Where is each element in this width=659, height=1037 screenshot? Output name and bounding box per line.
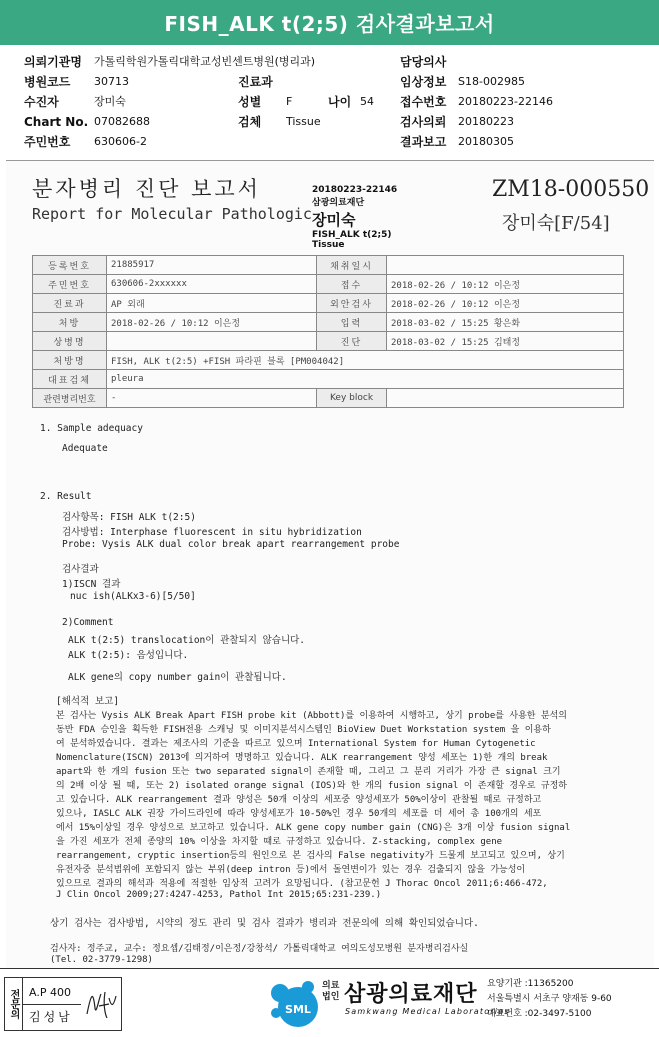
scanned-report <box>6 160 654 970</box>
val-receive: 2018-02-26 / 10:12 이은정 <box>387 275 624 294</box>
key-diagnosis: 진단 <box>317 332 387 351</box>
interp-line-1: 본 검사는 Vysis ALK Break Apart FISH probe kit (Abbott)를 이용하여 시행하고, 상기 probe를 사용한 분석의 <box>56 711 567 721</box>
label-specimen: 검체 <box>238 115 262 129</box>
iscn-heading: 1)ISCN 결과 <box>62 579 121 590</box>
sticker-name: 장미숙 <box>312 211 356 229</box>
key-outside: 외안검사 <box>317 294 387 313</box>
label-rrn: 주민번호 <box>24 135 71 149</box>
report-title-korean: 분자병리 진단 보고서 <box>32 177 261 201</box>
specialist-label: 전문의 <box>5 978 23 1030</box>
interp-line-13: 있으므로 결과의 해석과 적용에 적절한 임상적 고려가 요망됩니다. (참고문헌 J Thorac Oncol 2011;6:466-472, <box>56 879 548 889</box>
foundation-type-2: 법인 <box>322 992 340 1002</box>
label-institution: 의뢰기관명 <box>24 55 82 69</box>
section-sample-adequacy: 1. Sample adequacy <box>40 423 143 434</box>
val-disease <box>107 332 317 351</box>
interp-line-4: Nomenclature(ISCN) 2013에 의거하여 명명하고 있습니다. ALK rearrangement 양성 세포는 1)한 개의 break <box>56 753 548 763</box>
value-sex: F <box>286 95 293 108</box>
test-method: 검사방법: Interphase fluorescent in situ hybridization <box>62 527 362 538</box>
sticker-foundation: 삼광의료재단 <box>312 198 365 208</box>
label-department: 진료과 <box>238 75 273 89</box>
foundation-english-name: Samkwang Medical Laboratories <box>345 1007 510 1016</box>
key-related: 관련병리번호 <box>33 389 107 408</box>
key-dept: 진료과 <box>33 294 107 313</box>
val-order: FISH, ALK t(2:5) +FISH 파라핀 블록 [PM004042] <box>107 351 624 370</box>
iscn-value: nuc ish(ALKx3-6)[5/50] <box>70 591 196 602</box>
label-clinical-info: 임상정보 <box>400 75 447 89</box>
foundation-type <box>322 981 339 1003</box>
label-report-date: 결과보고 <box>400 135 447 149</box>
label-chart-no: Chart No. <box>24 115 89 129</box>
interp-line-2: 동반 FDA 승인을 획득한 FISH전용 스캐닝 및 이미지분석시스템인 BioView Duet Workstation system 을 이용하 <box>56 725 551 735</box>
val-block <box>387 389 624 408</box>
header-row-1 <box>0 52 659 72</box>
label-age: 나이 <box>328 95 352 109</box>
institution-info <box>487 977 612 1022</box>
key-disease: 상병명 <box>33 332 107 351</box>
doctor-name: 김성남 <box>29 1010 73 1024</box>
label-accession-no: 접수번호 <box>400 95 447 109</box>
institution-phone: 대표번호 :02-3497-5100 <box>487 1009 592 1019</box>
interp-line-7: 고 있습니다. ALK rearrangement 결과 양성은 50개 이상의 세포중 양성세포가 50%이상이 관찰될 때로 규정하고 <box>56 795 542 805</box>
val-rrn: 630606-2xxxxxx <box>107 275 317 294</box>
header-row-2 <box>0 72 659 92</box>
specialist-signature-box <box>4 977 122 1031</box>
value-hospital-code: 30713 <box>94 75 129 88</box>
value-specimen: Tissue <box>286 115 321 128</box>
key-input: 입력 <box>317 313 387 332</box>
interp-line-14: J Clin Oncol 2009;27:4247-4253, Pathol Int 2015;65:231-239.) <box>56 890 382 900</box>
institution-address: 서울특별시 서초구 양재동 9-60 <box>487 994 612 1004</box>
comment-heading: 2)Comment <box>62 617 114 628</box>
label-patient: 수진자 <box>24 95 59 109</box>
sticker-specimen: Tissue <box>312 240 345 250</box>
value-patient: 장미숙 <box>94 95 126 108</box>
label-hospital-code: 병원코드 <box>24 75 71 89</box>
confirmation-statement: 상기 검사는 검사방법, 시약의 정도 관리 및 검사 결과가 병리과 전문의에 의해 확인되었습니다. <box>50 918 479 929</box>
value-request-date: 20180223 <box>458 115 514 128</box>
interp-line-9: 에서 15%이상일 경우 양성으로 보고하고 있습니다. ALK gene copy number gain (CNG)은 3개 이상 fusion signal <box>56 823 571 833</box>
report-title-english: Report for Molecular Pathologic <box>32 205 312 223</box>
sml-logo-icon <box>268 977 322 1031</box>
interp-line-12: 유전자중 분석범위에 포함되지 않는 부위(deep intron 등)에서 돌연변이가 있는 경우 검출되지 않을 가능성이 <box>56 865 526 875</box>
key-prescription: 처방 <box>33 313 107 332</box>
value-report-date: 20180305 <box>458 135 514 148</box>
val-specimen: pleura <box>107 370 624 389</box>
val-diagnosis: 2018-03-02 / 15:25 김태정 <box>387 332 624 351</box>
zm-patient: 장미숙[F/54] <box>502 213 610 234</box>
specimen-label <box>312 185 452 250</box>
interp-line-10: 을 가진 세포가 전체 종양의 10% 이상을 차지할 때로 규정하고 있습니다. Z-stacking, complex gene <box>56 837 503 847</box>
val-prescription: 2018-02-26 / 10:12 이은정 <box>107 313 317 332</box>
test-probe: Probe: Vysis ALK dual color break apart rearrangement probe <box>62 539 400 550</box>
comment-line-2: ALK t(2:5): 음성입니다. <box>68 650 189 661</box>
section-result: 2. Result <box>40 491 92 502</box>
handwritten-signature <box>83 984 119 1024</box>
license-number: A.P 400 <box>29 986 71 999</box>
header-row-3 <box>0 92 659 112</box>
header-row-4 <box>0 112 659 132</box>
val-collect <box>387 256 624 275</box>
key-rrn: 주민번호 <box>33 275 107 294</box>
key-order: 처방명 <box>33 351 107 370</box>
comment-line-1: ALK t(2:5) translocation이 관찰되지 않습니다. <box>68 635 306 646</box>
interp-line-3: 여 분석하였습니다. 결과는 제조사의 기준을 따르고 있으며 International System for Human Cytogenetic <box>56 739 536 749</box>
label-doctor: 담당의사 <box>400 55 447 69</box>
value-rrn: 630606-2 <box>94 135 147 148</box>
sticker-test: FISH_ALK t(2;5) <box>312 230 392 240</box>
foundation-type-1: 의료 <box>322 981 340 991</box>
label-sex: 성별 <box>238 95 262 109</box>
report-title: FISH_ALK t(2;5) 검사결과보고서 <box>0 0 659 45</box>
sticker-accession: 20180223-22146 <box>312 185 398 195</box>
value-clinical-info: S18-002985 <box>458 75 525 88</box>
value-chart-no: 07082688 <box>94 115 150 128</box>
key-specimen: 대표검체 <box>33 370 107 389</box>
zm-number: ZM18-000550 <box>492 177 650 202</box>
interp-line-8: 있으나, IASLC ALK 권장 가이드라인에 따라 양성세포가 10-50%인 경우 50개의 세포를 더 세어 총 100개의 세포 <box>56 809 542 819</box>
label-request-date: 검사의뢰 <box>400 115 447 129</box>
val-dept: AP 외래 <box>107 294 317 313</box>
interp-line-6: 의 2배 이상 될 때, 또는 2) isolated orange signal (IOS)와 한 개의 fusion signal 이 존재할 경우로 규정하 <box>56 781 567 791</box>
val-outside: 2018-02-26 / 10:12 이은정 <box>387 294 624 313</box>
value-accession-no: 20180223-22146 <box>458 95 553 108</box>
val-reg-no: 21885917 <box>107 256 317 275</box>
foundation-name: 삼광의료재단 <box>344 982 478 1007</box>
comment-line-3: ALK gene의 copy number gain이 관찰됩니다. <box>68 672 287 683</box>
value-institution: 가톨릭학원가톨릭대학교성빈센트병원(병리과) <box>94 55 316 68</box>
sample-adequacy-value: Adequate <box>62 443 108 454</box>
key-collect: 채취일시 <box>317 256 387 275</box>
test-item: 검사항목: FISH ALK t(2:5) <box>62 512 196 523</box>
key-block: Key block <box>317 389 387 408</box>
val-related: - <box>107 389 317 408</box>
info-table <box>32 255 624 408</box>
interp-line-11: rearrangement, cryptic insertion등의 원인으로 본 검사의 False negativity가 드물게 보고되고 있으며, 상기 <box>56 851 565 861</box>
sml-text: SML <box>285 1003 311 1016</box>
examiner-line: 검사자: 정주교, 교수: 정요셉/김태정/이은정/강창석/ 가톨릭대학교 여의도성모병원 분자병리검사실 <box>50 944 469 954</box>
key-reg-no: 등록번호 <box>33 256 107 275</box>
val-input: 2018-03-02 / 15:25 황은화 <box>387 313 624 332</box>
institution-code: 요양기관 :11365200 <box>487 979 574 989</box>
test-results-heading: 검사결과 <box>62 564 99 575</box>
divider <box>23 1004 81 1005</box>
key-receive: 접수 <box>317 275 387 294</box>
interp-line-5: apart와 한 개의 fusion 또는 two separated signal이 존재할 때, 그리고 그 분리 거리가 가장 큰 signal 크기 <box>56 767 561 777</box>
interpretation-heading: [해석적 보고] <box>56 696 120 707</box>
value-age: 54 <box>360 95 374 108</box>
header-row-5 <box>0 132 659 152</box>
footer <box>0 968 659 1037</box>
tel-line: (Tel. 02-3779-1298) <box>50 955 153 965</box>
